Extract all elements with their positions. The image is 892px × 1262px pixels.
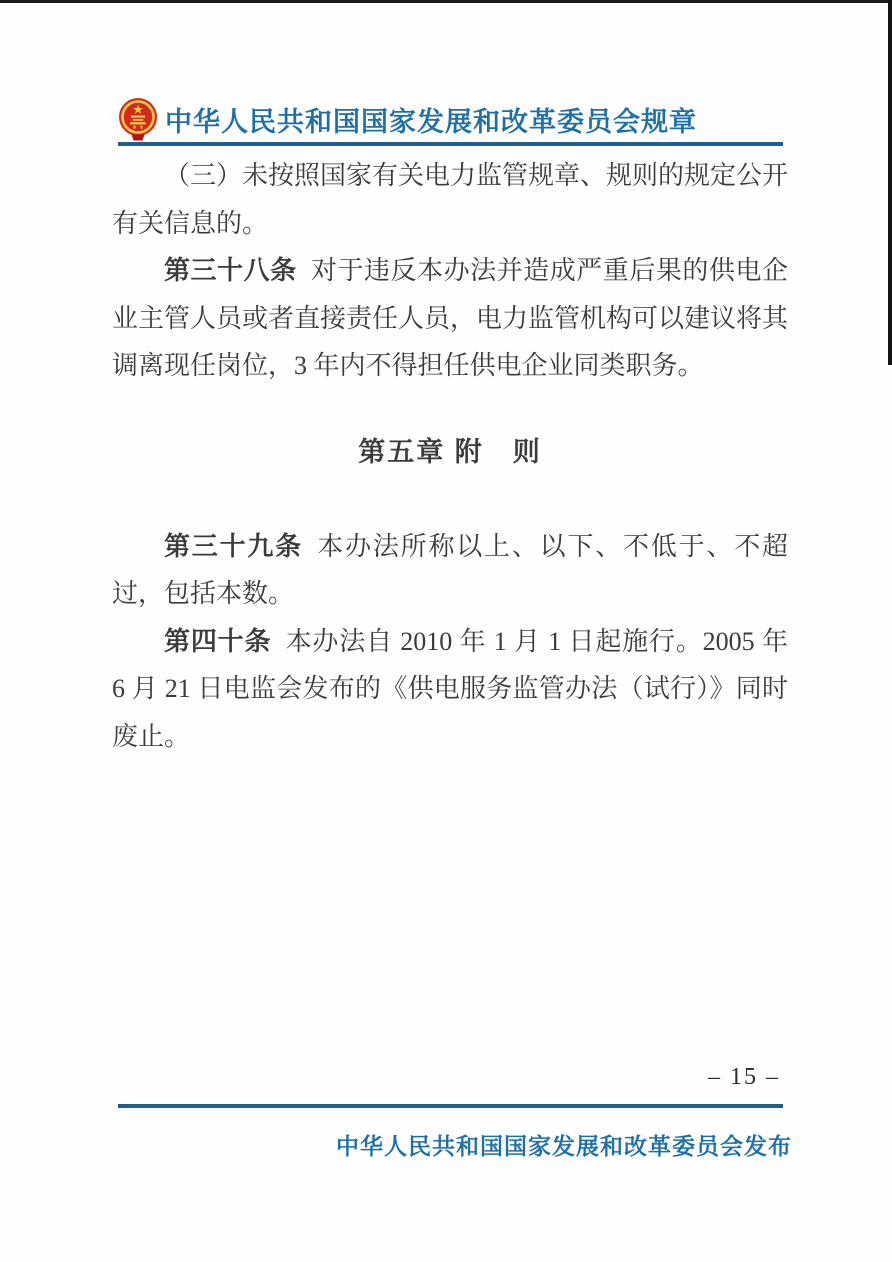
paragraph-article-39 (112, 523, 788, 618)
document-body (112, 152, 788, 760)
header-title: 中华人民共和国国家发展和改革委员会规章 (165, 106, 697, 137)
china-national-emblem-icon (118, 97, 158, 141)
paragraph-text: 本办法所称以上、以下、不低于、不超过，包括本数。 (112, 531, 788, 608)
article-number-label: 第三十八条 (164, 255, 297, 285)
paragraph-text: 对于违反本办法并造成严重后果的供电企业主管人员或者直接责任人员，电力监管机构可以建议将其调离现任岗位，3 年内不得担任供电企业同类职务。 (112, 256, 789, 380)
article-number-label: 第四十条 (164, 625, 272, 656)
scan-edge-top (0, 0, 892, 3)
page-number: – 15 – (708, 1064, 780, 1090)
footer-rule (118, 1104, 783, 1108)
paragraph-text: （三）未按照国家有关电力监管规章、规则的规定公开有关信息的。 (112, 161, 789, 238)
footer-publisher: 中华人民共和国国家发展和改革委员会发布 (336, 1133, 792, 1159)
page-header (118, 97, 788, 141)
chapter-heading: 第五章 附 则 (358, 436, 542, 467)
scan-edge-right (888, 0, 892, 365)
paragraph-item-3 (112, 152, 788, 247)
paragraph-text: 本办法自 2010 年 1 月 1 日起施行。2005 年 6 月 21 日电监会发布的《供电服务监管办法（试行）》同时废止。 (112, 626, 788, 751)
header-rule (118, 142, 783, 146)
paragraph-article-40 (112, 618, 788, 761)
article-number-label: 第三十九条 (164, 530, 303, 561)
paragraph-article-38 (112, 247, 788, 390)
